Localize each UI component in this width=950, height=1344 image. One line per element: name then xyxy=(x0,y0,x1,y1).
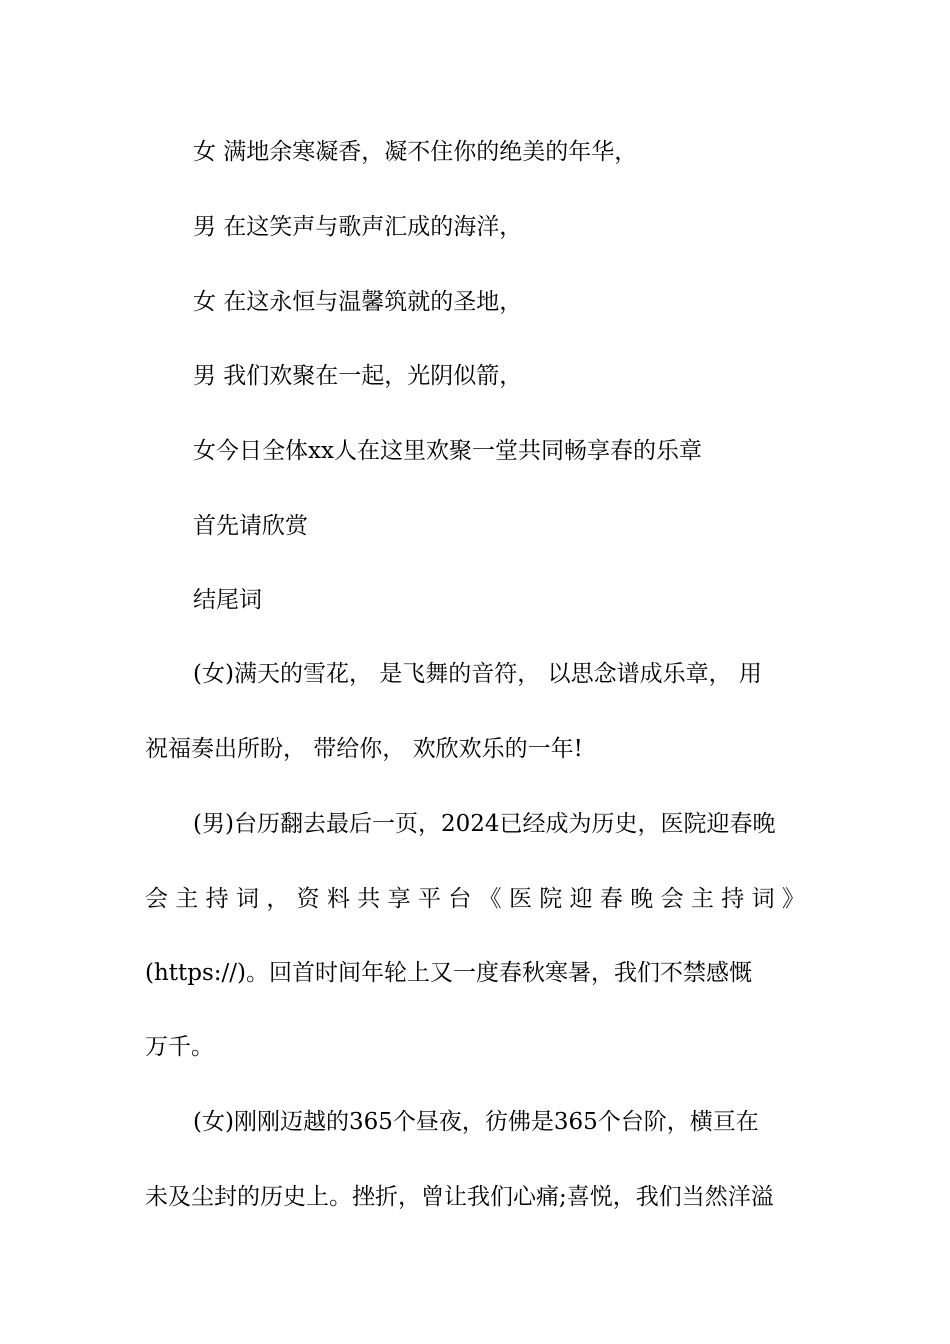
char: 院 xyxy=(539,886,563,912)
text-line: 男 在这笑声与歌声汇成的海洋， xyxy=(193,214,523,240)
paragraph-line: 祝福奏出所盼， 带给你， 欢欣欢乐的一年! xyxy=(145,736,583,762)
paragraph-line: (https://)。回首时间年轮上又一度春秋寒暑，我们不禁感慨 xyxy=(145,960,753,986)
char: 台 xyxy=(448,886,472,912)
char: 《 xyxy=(478,886,502,912)
char: 平 xyxy=(417,886,441,912)
text-line: 首先请欣赏 xyxy=(193,513,308,539)
text-line: 女 在这永恒与温馨筑就的圣地， xyxy=(193,289,523,315)
char: 迎 xyxy=(569,886,593,912)
char: 会 xyxy=(660,886,684,912)
char: 词 xyxy=(751,886,775,912)
paragraph-line: (女)满天的雪花， 是飞舞的音符， 以思念谱成乐章， 用 xyxy=(193,661,762,687)
paragraph-line: (男)台历翻去最后一页，2024已经成为历史，医院迎春晚 xyxy=(193,811,776,837)
paragraph-line-justified xyxy=(145,884,805,914)
char: 晚 xyxy=(630,886,654,912)
char: 共 xyxy=(357,886,381,912)
char: 持 xyxy=(721,886,745,912)
section-heading: 结尾词 xyxy=(193,587,262,613)
char: 料 xyxy=(326,886,350,912)
char: 主 xyxy=(690,886,714,912)
char: 主 xyxy=(175,886,199,912)
text-line: 女 满地余寒凝香，凝不住你的绝美的年华， xyxy=(193,139,638,165)
char: 》 xyxy=(781,886,805,912)
paragraph-line: 未及尘封的历史上。挫折，曾让我们心痛;喜悦，我们当然洋溢 xyxy=(145,1184,774,1210)
char: 词 xyxy=(235,886,259,912)
char: 春 xyxy=(599,886,623,912)
char: 医 xyxy=(508,886,532,912)
text-line: 女今日全体xx人在这里欢聚一堂共同畅享春的乐章 xyxy=(193,438,702,464)
text-line: 男 我们欢聚在一起，光阴似箭， xyxy=(193,363,523,389)
char: 享 xyxy=(387,886,411,912)
char: 持 xyxy=(205,886,229,912)
char: ， xyxy=(266,886,290,912)
char: 会 xyxy=(145,886,168,912)
paragraph-line: (女)刚刚迈越的365个昼夜，彷佛是365个台阶，横亘在 xyxy=(193,1109,759,1135)
char: 资 xyxy=(296,886,320,912)
paragraph-line: 万千。 xyxy=(145,1034,214,1060)
